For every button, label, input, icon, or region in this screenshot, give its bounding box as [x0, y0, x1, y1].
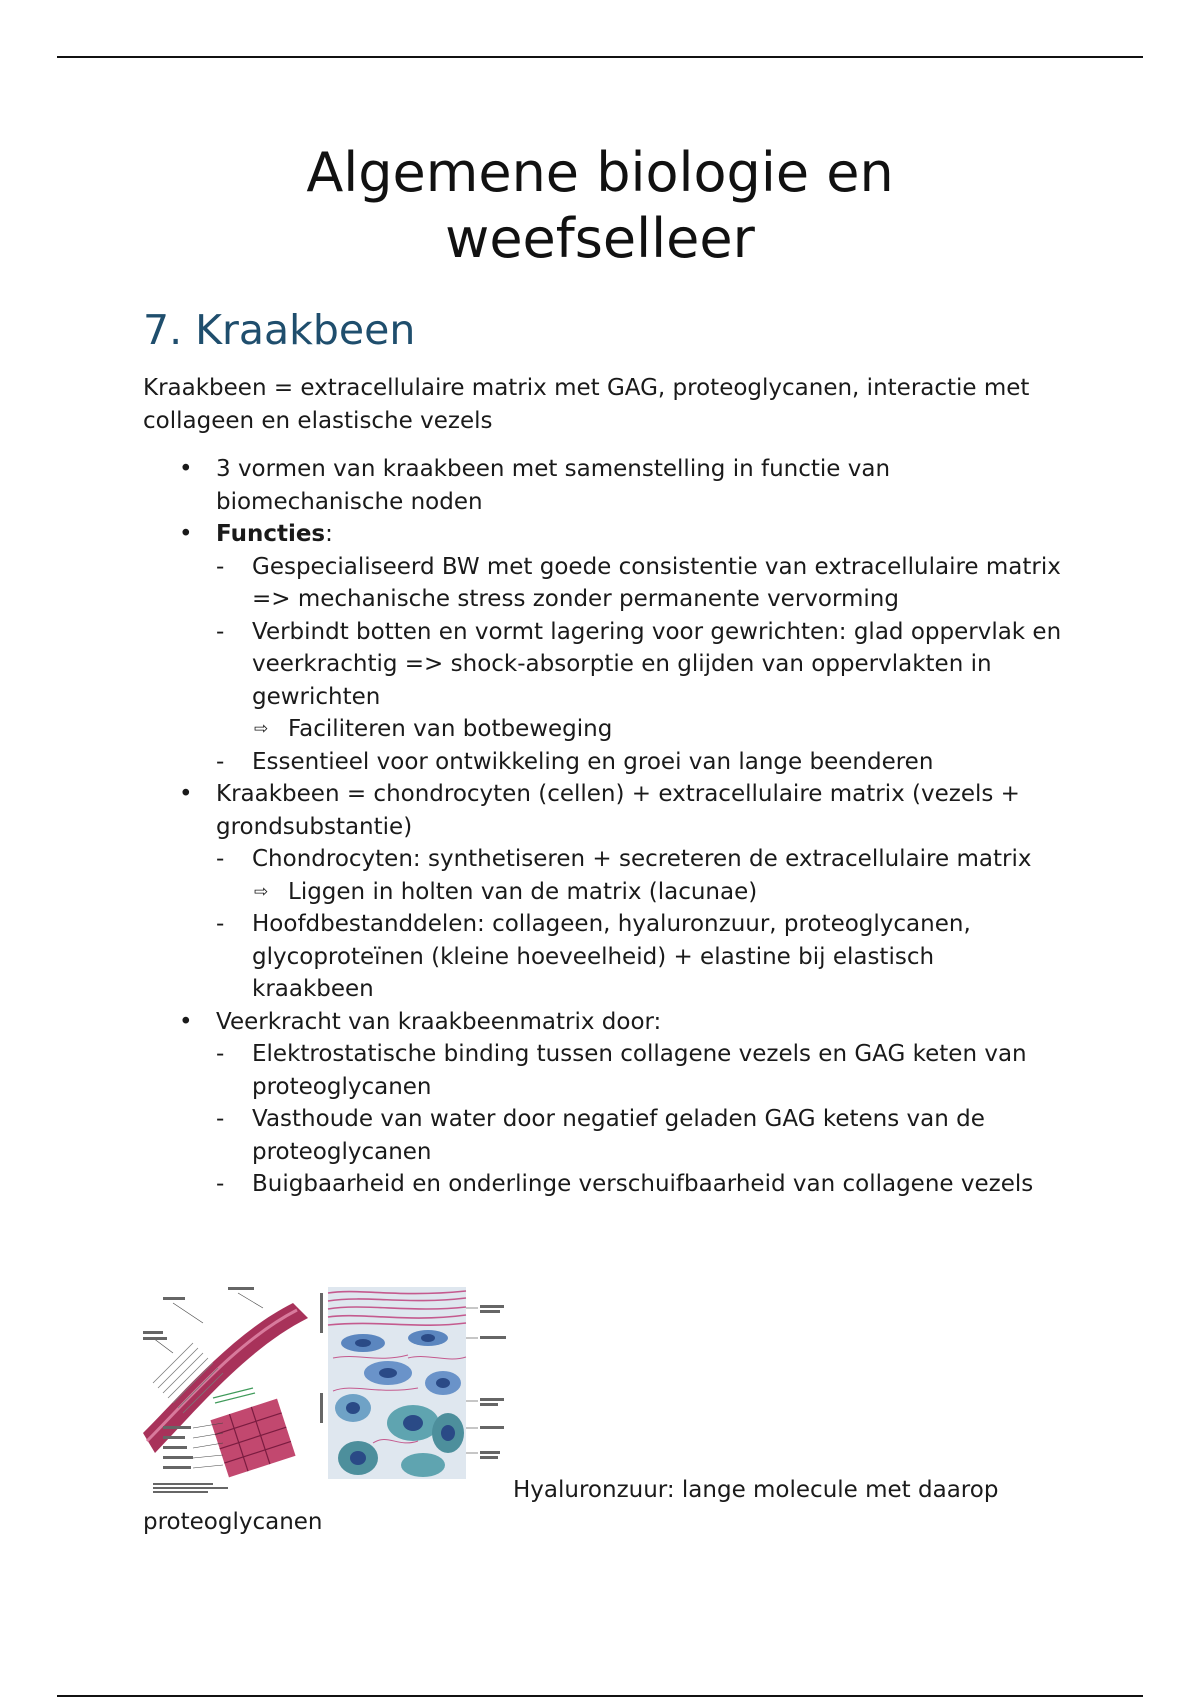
sub-list: [216, 843, 1063, 1006]
arrow-right-icon: ⇨: [254, 719, 269, 739]
sub-item: [216, 616, 1063, 746]
section-heading: 7. Kraakbeen: [143, 306, 416, 354]
sub-item: - Buigbaarheid en onderlinge verschuifbaarheid van collagene vezels: [216, 1168, 1063, 1201]
arrow-note: [252, 713, 1063, 746]
top-rule: [57, 56, 1143, 58]
arrow-right-icon: ⇨: [254, 881, 269, 902]
sub-item-text: Chondrocyten: synthetiseren + secreteren de extracellulaire matrix: [252, 846, 1032, 872]
sub-item: - Gespecialiseerd BW met goede consistentie van extracellulaire matrix => mechanische stress zonder permanente vervorming: [216, 551, 1063, 616]
sub-item: - Elektrostatische binding tussen collagene vezels en GAG keten van proteoglycanen: [216, 1038, 1063, 1103]
bottom-rule: [57, 1695, 1143, 1697]
title-line-2: weefselleer: [445, 207, 755, 270]
sub-item: - Hoofdbestanddelen: collageen, hyaluronzuur, proteoglycanen, glycoproteïnen (kleine hoeveelheid) + elastine bij elastisch kraakbeen: [216, 908, 1063, 1006]
figure-caption-continued: proteoglycanen: [143, 1509, 323, 1535]
bullet-text: 3 vormen van kraakbeen met samenstelling in functie van biomechanische noden: [216, 456, 891, 515]
bullet-item: [143, 778, 1063, 1006]
figure-caption: Hyaluronzuur: lange molecule met daarop: [513, 1477, 999, 1503]
intro-paragraph: Kraakbeen = extracellulaire matrix met GAG, proteoglycanen, interactie met collageen en elastische vezels: [143, 375, 1030, 434]
document-title: [0, 140, 1200, 272]
arrow-note-text: Faciliteren van botbeweging: [288, 716, 613, 742]
bullet-suffix: :: [325, 521, 333, 547]
arrow-note: [252, 876, 1063, 909]
bullet-item: [143, 518, 1063, 778]
sub-item-text: Verbindt botten en vormt lagering voor gewrichten: glad oppervlak en veerkrachtig => shock-absorptie en glijden van oppervlakten in gewrichten: [252, 618, 1062, 710]
sub-item: - Vasthoude van water door negatief geladen GAG ketens van de proteoglycanen: [216, 1103, 1063, 1168]
bullet-bold-label: Functies: [216, 521, 326, 547]
figure-row: [143, 1283, 1063, 1503]
sub-item: - Essentieel voor ontwikkeling en groei van lange beenderen: [216, 746, 1063, 779]
sub-list: [216, 551, 1063, 779]
bullet-item: [143, 1006, 1063, 1201]
bullet-list: [143, 453, 1063, 1201]
arrow-note-text: Liggen in holten van de matrix (lacunae): [288, 878, 758, 905]
sub-list: [216, 1038, 1063, 1201]
cartilage-histology-image: [318, 1283, 508, 1498]
bullet-item: [143, 453, 1063, 518]
proteoglycan-diagram: [143, 1283, 318, 1498]
bullet-text: Kraakbeen = chondrocyten (cellen) + extracellulaire matrix (vezels + grondsubstantie): [216, 781, 1020, 840]
sub-item: [216, 843, 1063, 908]
title-line-1: Algemene biologie en: [306, 141, 894, 204]
document-body: [143, 372, 1063, 1201]
bullet-text: Veerkracht van kraakbeenmatrix door:: [216, 1008, 662, 1035]
